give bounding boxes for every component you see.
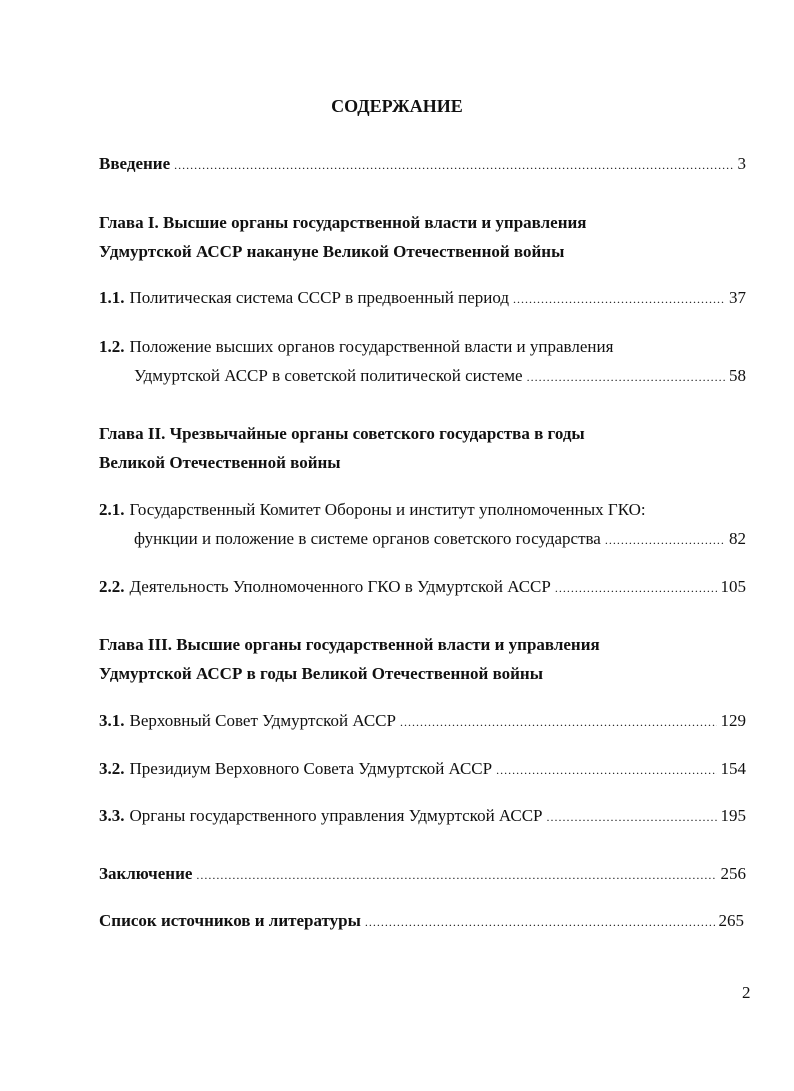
toc-entry-1-1 bbox=[99, 286, 746, 310]
toc-entry-3-2 bbox=[99, 757, 746, 781]
toc-page-ref: 129 bbox=[720, 711, 746, 730]
toc-leader-dots bbox=[496, 758, 716, 782]
chapter-1-heading-line-2: Удмуртской АССР накануне Великой Отечественной войны bbox=[99, 242, 565, 261]
toc-entry-3-1 bbox=[99, 709, 746, 733]
toc-page-ref: 105 bbox=[720, 577, 746, 596]
page-title: СОДЕРЖАНИЕ bbox=[331, 96, 463, 116]
toc-intro-label: Введение bbox=[99, 154, 171, 173]
toc-leader-dots bbox=[547, 805, 717, 829]
section-number: 1.1. bbox=[99, 288, 125, 307]
chapter-3-heading-line-1: Глава III. Высшие органы государственной власти и управления bbox=[99, 635, 600, 654]
chapter-2-heading-line-2: Великой Отечественной войны bbox=[99, 453, 341, 472]
chapter-3-heading-line-2: Удмуртской АССР в годы Великой Отечественной войны bbox=[99, 664, 544, 683]
toc-leader-dots bbox=[400, 710, 717, 734]
toc-leader-dots bbox=[605, 528, 725, 552]
toc-leader-dots bbox=[174, 153, 733, 177]
chapter-1-heading-line-1: Глава I. Высшие органы государственной власти и управления bbox=[99, 213, 587, 232]
toc-entry-3-3 bbox=[99, 804, 746, 828]
toc-page-ref: 195 bbox=[720, 806, 746, 825]
toc-entry-2-1-line-2 bbox=[134, 527, 746, 551]
toc-page-ref: 3 bbox=[737, 154, 746, 173]
toc-entry-bibliography bbox=[99, 909, 744, 933]
toc-leader-dots bbox=[513, 287, 725, 311]
section-title: Деятельность Уполномоченного ГКО в Удмуртской АССР bbox=[129, 577, 551, 596]
toc-page-ref: 256 bbox=[720, 864, 746, 883]
toc-leader-dots bbox=[196, 863, 716, 887]
toc-leader-dots bbox=[365, 910, 715, 934]
section-title: Президиум Верховного Совета Удмуртской АССР bbox=[129, 759, 493, 778]
section-number: 1.2. bbox=[99, 337, 125, 356]
toc-entry-2-2 bbox=[99, 575, 746, 599]
toc-entry-conclusion bbox=[99, 862, 746, 886]
toc-leader-dots bbox=[555, 576, 717, 600]
toc-page-ref: 154 bbox=[720, 759, 746, 778]
toc-page-ref: 37 bbox=[729, 288, 746, 307]
page-number: 2 bbox=[742, 983, 751, 1002]
section-number: 3.2. bbox=[99, 759, 125, 778]
section-number: 2.1. bbox=[99, 500, 125, 519]
toc-page-ref: 58 bbox=[729, 366, 746, 385]
toc-bibliography-label: Список источников и литературы bbox=[99, 911, 361, 930]
toc-leader-dots bbox=[527, 365, 725, 389]
section-number: 2.2. bbox=[99, 577, 125, 596]
section-title: Органы государственного управления Удмуртской АССР bbox=[129, 806, 543, 825]
toc-entry-1-2-line-2 bbox=[134, 364, 746, 388]
toc-page-ref: 265 bbox=[718, 911, 744, 930]
section-title: Верховный Совет Удмуртской АССР bbox=[129, 711, 396, 730]
chapter-2-heading-line-1: Глава II. Чрезвычайные органы советского государства в годы bbox=[99, 424, 585, 443]
toc-entry-intro bbox=[99, 152, 746, 176]
toc-entry-1-2-line-1 bbox=[99, 335, 613, 359]
section-title: Государственный Комитет Обороны и институт уполномоченных ГКО: bbox=[129, 500, 646, 519]
toc-page-ref: 82 bbox=[729, 529, 746, 548]
toc-entry-2-1-line-1 bbox=[99, 498, 646, 522]
section-number: 3.3. bbox=[99, 806, 125, 825]
section-title-continued: функции и положение в системе органов советского государства bbox=[134, 529, 601, 548]
section-number: 3.1. bbox=[99, 711, 125, 730]
section-title-continued: Удмуртской АССР в советской политической системе bbox=[134, 366, 523, 385]
toc-conclusion-label: Заключение bbox=[99, 864, 193, 883]
section-title: Положение высших органов государственной власти и управления bbox=[129, 337, 614, 356]
section-title: Политическая система СССР в предвоенный период bbox=[129, 288, 510, 307]
